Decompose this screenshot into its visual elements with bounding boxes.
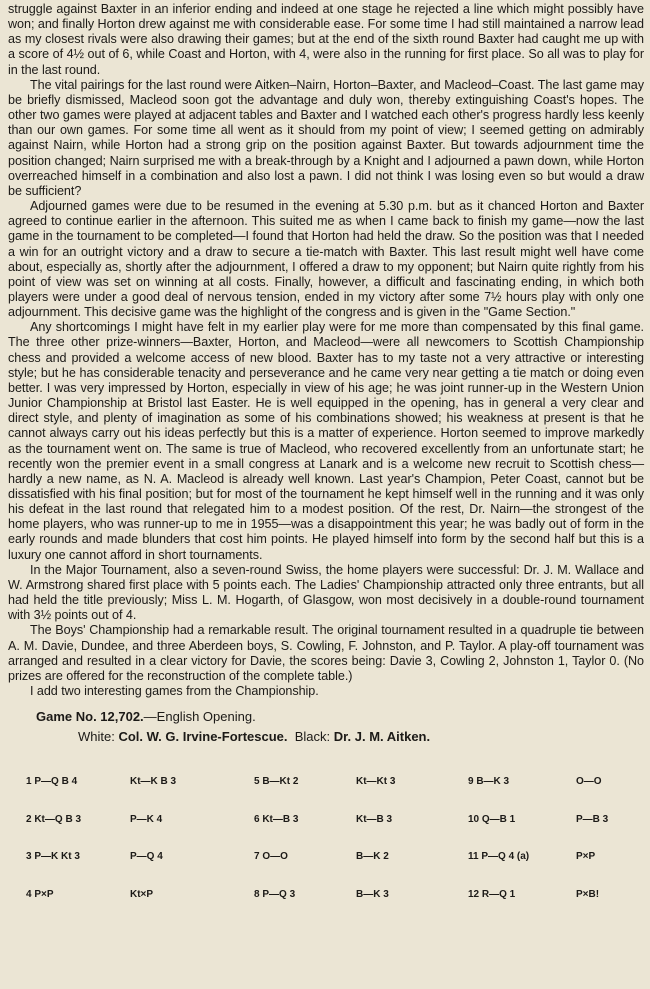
game-players (78, 728, 644, 745)
paragraph-6: The Boys' Championship had a remarkable result. The original tournament resulted in a quadruple tie between A. M. Davie, Dundee, and three Aberdeen boys, S. Cowling, F. Johnston, and P. Taylor. A play-off tournament was arranged and resulted in a clear victory for Davie, the scores being: Davie 3, Cowling 2, Johnston 1, Taylor 0. (No prizes are offered for the reconstruction of the complete table.) (8, 623, 644, 683)
white-label: White: (78, 729, 115, 745)
move-text: P—Q 4 (130, 851, 163, 863)
move-text: Kt—B 3 (356, 813, 393, 825)
move-text: Kt×P (130, 888, 154, 900)
moves-column-6 (576, 751, 608, 926)
moves-column-4 (356, 751, 395, 926)
moves-column-5 (468, 751, 529, 926)
move-text: 1 P—Q B 4 (26, 776, 78, 788)
move-text: 6 Kt—B 3 (254, 813, 299, 825)
move-text: Kt—K B 3 (130, 776, 177, 788)
move-text: B—K 2 (356, 851, 389, 863)
moves-column-1 (26, 751, 81, 926)
white-player: Col. W. G. Irvine-Fortescue. (118, 729, 288, 745)
black-label: Black: (294, 729, 331, 745)
paragraph-2: The vital pairings for the last round were Aitken–Nairn, Horton–Baxter, and Macleod–Coast. The last game may be briefly dismissed, Macleod soon got the advantage and duly won, thereby extinguishing Coast's hopes. The other two games were played at adjacent tables and Baxter and I watched each other's progress hardly less keenly than our own games. For some time all went as it should from my point of view; I seemed getting on admirably against Nairn, while Horton had a strong grip on the position against Baxter. But towards adjournment time the position changed; Nairn surprised me with a break-through by a Knight and I adjourned a pawn down, while Horton overreached himself in a combination and also lost a pawn. I did not think I was losing even so but would a draw be sufficient? (8, 77, 644, 198)
paragraph-4: Any shortcomings I might have felt in my earlier play were for me more than compensated by this final game. The three other prize-winners—Baxter, Horton, and Macleod—were all newcomers to Scottish Championship chess and provided a welcome access of new blood. Baxter has to my taste not a very attractive or interesting style; but he has considerable tenacity and perseverance and he came very near getting a tie match or doing even better. I was very impressed by Horton, especially in view of his age; he was joint runner-up in the Western Union Junior Championship at Bristol last Easter. He is well equipped in the opening, has in general a very clear and direct style, and plenty of imagination as some of his combinations showed; his weakness at present is that he cannot always carry out his ideas perfectly but this is a matter of experience. Horton seemed to improve markedly as the tournament went on. The same is true of Macleod, who recovered excellently from an unfortunate start; he recently won the premier event in a small congress at Lanark and is a welcome new recruit to Scottish chess—hardly a new name, as N. A. Macleod is already well known. Last year's Champion, Peter Coast, cannot but be dissatisfied with his final position; but for most of the tournament he kept himself well in the running and it was only his defeat in the last round that relegated him to a modest position. Of the rest, Dr. Nairn—the strongest of the home players, who was runner-up to me in 1955—was a disappointment this year; he was badly out of form in the early rounds and made blunders that cost him points. He played himself into form by the second half but this is a luxury one cannot afford in short tournaments. (8, 320, 644, 562)
move-text: P—K 4 (130, 813, 163, 825)
move-text: 7 O—O (254, 851, 288, 863)
move-text: P×P (576, 851, 596, 863)
move-text: P—B 3 (576, 813, 609, 825)
move-text: O—O (576, 776, 602, 788)
move-text: 4 P×P (26, 888, 54, 900)
game-heading (36, 708, 644, 725)
game-moves (8, 751, 644, 900)
moves-column-2 (130, 751, 176, 926)
move-text: 12 R—Q 1 (468, 888, 516, 900)
game-number: Game No. 12,702. (36, 709, 144, 725)
black-player: Dr. J. M. Aitken. (333, 729, 431, 745)
move-text: 3 P—K Kt 3 (26, 851, 80, 863)
paragraph-5: In the Major Tournament, also a seven-round Swiss, the home players were successful: Dr. J. M. Wallace and W. Armstrong shared first place with 5 points each. The Ladies' Championship attracted only three entrants, but all had held the title previously; Miss L. M. Hogarth, of Glasgow, won most decisively in a double-round tournament with 3½ points out of 4. (8, 562, 644, 623)
moves-column-3 (254, 751, 298, 926)
body-text (8, 2, 644, 699)
paragraph-1: struggle against Baxter in an inferior ending and indeed at one stage he rejected a line which might possibly have won; and finally Horton drew against me with considerable ease. For some time I had still maintained a narrow lead as my closest rivals were also drawing their games; but at the end of the sixth round Baxter had caught me up with a score of 4½ out of 6, while Coast and Horton, with 4, were also in the running for first place. So all was to play for in the last round. (8, 2, 644, 77)
move-text: Kt—Kt 3 (356, 776, 396, 788)
move-text: 8 P—Q 3 (254, 888, 296, 900)
move-text: 11 P—Q 4 (a) (468, 851, 530, 863)
game-opening: —English Opening. (143, 709, 256, 725)
move-text: 10 Q—B 1 (468, 813, 516, 825)
move-text: 5 B—Kt 2 (254, 776, 299, 788)
move-text: P×B! (576, 888, 600, 900)
paragraph-3: Adjourned games were due to be resumed in the evening at 5.30 p.m. but as it chanced Horton and Baxter agreed to continue earlier in the afternoon. This suited me as when I came back to finish my game—now the last game in the tournament to be completed—I found that Horton had held the draw. So the position was that I needed a win for an outright victory and a draw to secure a tie-match with Baxter. This last result might well have come about, especially as, shortly after the adjournment, I offered a draw to my opponent; but Nairn quite rightly from his point of view was set on winning at all costs. Finally, however, a difficult and fascinating ending, in which both players were under a good deal of nervous tension, ended in my victory after some 7½ hours play with only one adjournment. This decisive game was the highlight of the congress and is given in the "Game Section." (8, 199, 644, 320)
paragraph-7: I add two interesting games from the Championship. (30, 684, 319, 699)
move-text: B—K 3 (356, 888, 389, 900)
move-text: 2 Kt—Q B 3 (26, 813, 82, 825)
move-text: 9 B—K 3 (468, 776, 510, 788)
